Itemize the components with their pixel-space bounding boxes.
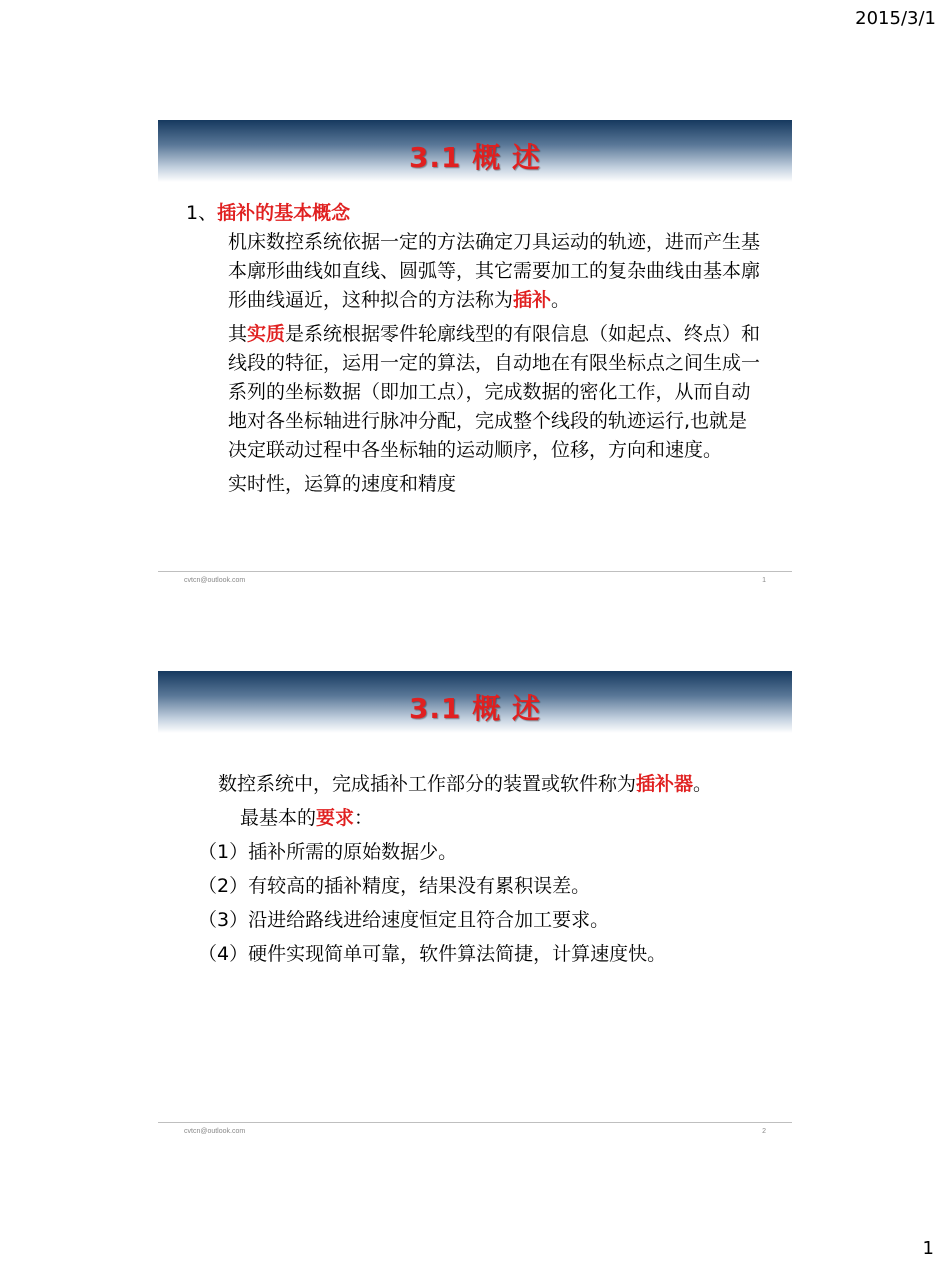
slide-2: [158, 671, 792, 1141]
heading-prefix: 1、: [186, 202, 218, 224]
heading-text: 插补的基本概念: [217, 202, 351, 224]
section-heading: [186, 199, 766, 228]
paragraph-text: 数控系统中，完成插补工作部分的装置或软件称为: [218, 773, 637, 795]
paragraph-definition: [186, 228, 766, 315]
slide-title: 3.1 概 述: [408, 692, 542, 725]
footer-divider: [158, 571, 792, 572]
requirements-heading: [198, 801, 778, 835]
paragraph-text: 最基本的: [240, 807, 317, 829]
term-essence: 实质: [247, 323, 286, 345]
term-interpolation: 插补: [513, 289, 552, 311]
paragraph-end: ：: [354, 807, 374, 829]
list-item: （4）硬件实现简单可靠，软件算法简捷，计算速度快。: [198, 943, 667, 965]
term-requirements: 要求: [316, 807, 355, 829]
paragraph-end: 。: [551, 289, 571, 311]
intro-line: [198, 767, 778, 801]
paragraph-text: 其: [228, 323, 248, 345]
slide-number: 1: [762, 577, 766, 584]
page-number: 1: [922, 1238, 934, 1259]
list-item: （1）插补所需的原始数据少。: [198, 841, 458, 863]
page-date: 2015/3/1: [855, 8, 936, 29]
footer-email: cvtcn@outlook.com: [184, 1128, 246, 1135]
slide-body: [186, 199, 766, 499]
term-interpolator: 插补器: [636, 773, 694, 795]
paragraph-realtime: 实时性，运算的速度和精度: [228, 473, 457, 495]
slide-body: [198, 767, 778, 971]
slide-title: 3.1 概 述: [408, 141, 542, 174]
paragraph-end: 。: [693, 773, 713, 795]
paragraph-text: 机床数控系统依据一定的方法确定刀具运动的轨迹，进而产生基本廓形曲线如直线、圆弧等，其它需要加工的复杂曲线由基本廓形曲线逼近，这种拟合的方法称为: [228, 231, 761, 311]
footer-email: cvtcn@outlook.com: [184, 577, 246, 584]
list-item: （3）沿进给路线进给速度恒定且符合加工要求。: [198, 909, 610, 931]
footer-divider: [158, 1122, 792, 1123]
slide-number: 2: [762, 1128, 766, 1135]
paragraph-essence: [186, 320, 766, 465]
paragraph-text: 是系统根据零件轮廓线型的有限信息（如起点、终点）和线段的特征，运用一定的算法，自动地在有限坐标点之间生成一系列的坐标数据（即加工点），完成数据的密化工作，从而自动地对各坐标轴进行脉冲分配，完成整个线段的轨迹运行,也就是决定联动过程中各坐标轴的运动顺序，位移，方向和速度。: [228, 323, 761, 461]
slide-1: [158, 120, 792, 590]
list-item: （2）有较高的插补精度，结果没有累积误差。: [198, 875, 591, 897]
